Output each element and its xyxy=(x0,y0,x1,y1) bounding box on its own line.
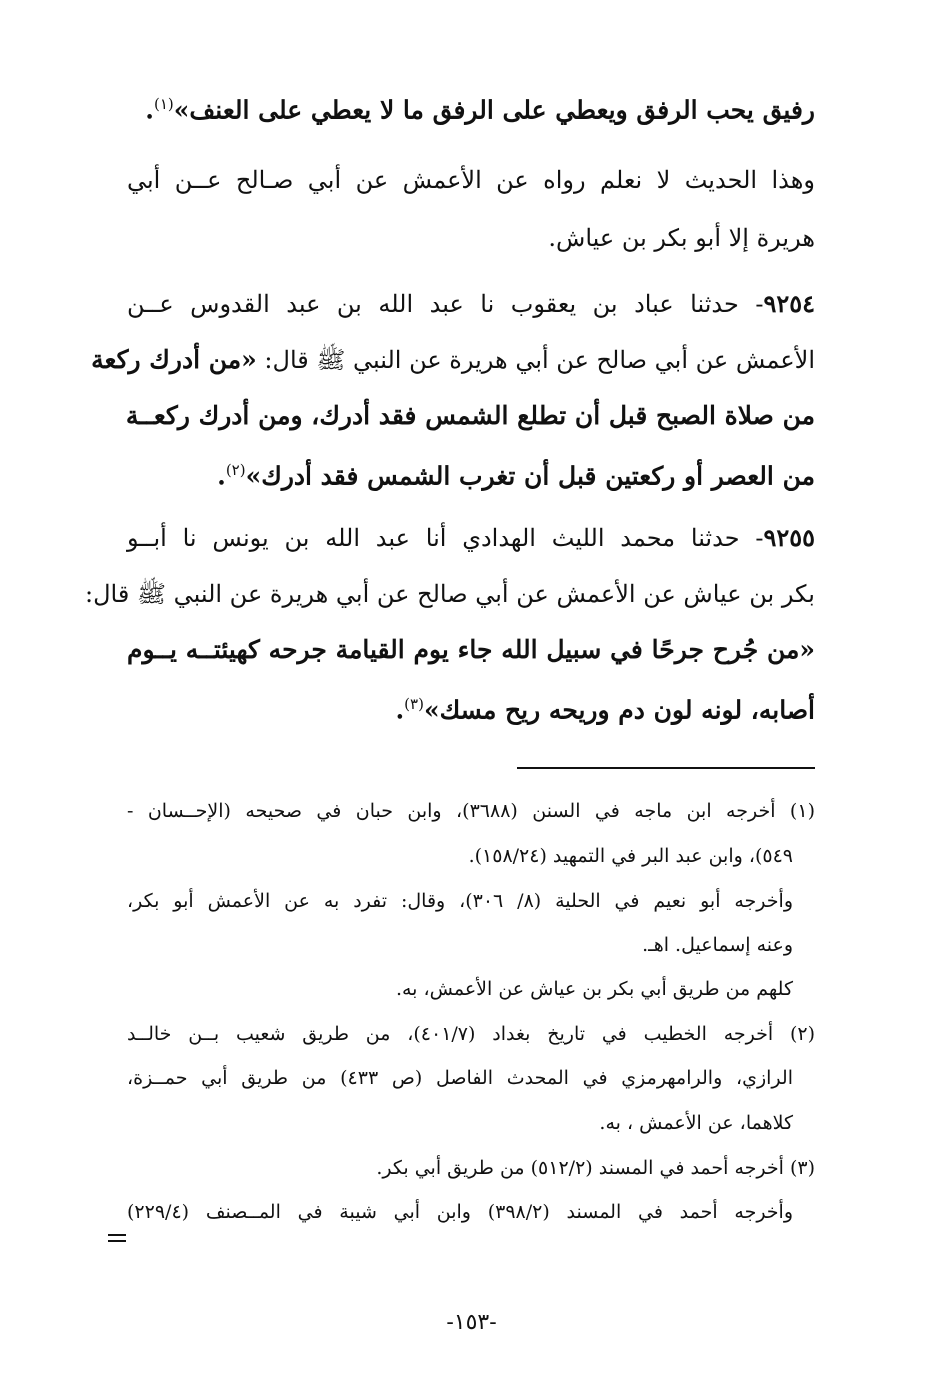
isnad-text: - حدثنا محمد الليث الهدادي أنا عبد الله بن يونس نا أبــو xyxy=(127,524,764,552)
isnad-text: - حدثنا عباد بن يعقوب نا عبد الله بن عبد القدوس عــن xyxy=(127,290,764,318)
matn-text-end: من العصر أو ركعتين قبل أن تغرب الشمس فقد أدرك» xyxy=(245,461,815,491)
footnote-1-line-5 xyxy=(127,972,793,1006)
hadith-9255-line-1 xyxy=(127,518,815,558)
footnote-text: ٥٤٩)، وابن عبد البر في التمهيد (١٥٨/٢٤). xyxy=(468,845,793,867)
body-line-3 xyxy=(127,218,815,258)
hadith-9254-line-2 xyxy=(91,340,815,380)
page-number: -١٥٣- xyxy=(446,1310,497,1335)
hadith-9255-line-3 xyxy=(127,630,815,670)
footnote-text: وعنه إسماعيل. اهـ. xyxy=(642,934,793,956)
footnote-2-line-1 xyxy=(127,1017,815,1051)
period: . xyxy=(145,95,154,125)
footnote-1-line-4 xyxy=(127,928,793,962)
matn-text: «من أدرك ركعة xyxy=(91,345,257,374)
footnote-text: الرازي، والرامهرمزي في المحدث الفاصل (ص ٤٣٣) من طريق أبي حمــزة، xyxy=(127,1067,793,1089)
footnote-text: وأخرجه أبو نعيم في الحلية (٨/ ٣٠٦)، وقال: تفرد به عن الأعمش أبو بكر، xyxy=(127,890,793,912)
hadith-number: ٩٢٥٤ xyxy=(763,289,815,318)
commentary-text-end: هريرة إلا أبو بكر بن عياش. xyxy=(548,224,815,252)
hadith-9254-line-4 xyxy=(127,450,815,490)
isnad-text: الأعمش عن أبي صالح عن أبي هريرة عن النبي ﷺ قال: xyxy=(256,346,815,374)
body-line-2 xyxy=(127,160,815,200)
footnote-marker-3: (٣) xyxy=(404,695,424,713)
footnote-3-line-2 xyxy=(127,1195,793,1229)
commentary-text: وهذا الحديث لا نعلم رواه عن الأعمش عن أبي صـالح عــن أبي xyxy=(127,166,815,194)
footnote-separator xyxy=(517,767,815,769)
hadith-9255-line-2 xyxy=(85,574,815,614)
footnote-text: (٢) أخرجه الخطيب في تاريخ بغداد (٤٠١/٧)، من طريق شعيب بــن خالــد xyxy=(127,1023,815,1045)
footnote-1-line-2 xyxy=(127,839,793,873)
matn-text: «من جُرح جرحًا في سبيل الله جاء يوم القيامة جرحه كهيئتــه يــوم xyxy=(127,635,815,664)
footnote-2-line-3 xyxy=(127,1106,793,1140)
footnote-2-line-2 xyxy=(127,1061,793,1095)
footnote-1-line-1 xyxy=(127,794,815,828)
footnote-text: (٣) أخرجه أحمد في المسند (٥١٢/٢) من طريق أبي بكر. xyxy=(376,1157,815,1179)
footnote-text: وأخرجه أحمد في المسند (٣٩٨/٢) وابن أبي شيبة في المــصنف (٢٢٩/٤) xyxy=(127,1201,794,1223)
period: . xyxy=(217,461,226,491)
body-line-1 xyxy=(127,84,815,124)
footnote-text: (١) أخرجه ابن ماجه في السنن (٣٦٨٨)، وابن حبان في صحيحه (الإحــسان - xyxy=(127,800,815,822)
matn-text: من صلاة الصبح قبل أن تطلع الشمس فقد أدرك، ومن أدرك ركعــة xyxy=(125,401,815,430)
continuation-mark xyxy=(108,1234,126,1242)
hadith-text-end: رفيق يحب الرفق ويعطي على الرفق ما لا يعطي على العنف» xyxy=(173,95,815,125)
hadith-9254-line-3 xyxy=(127,396,815,436)
footnote-marker-1: (١) xyxy=(154,95,174,113)
footnote-3-line-1 xyxy=(127,1151,815,1185)
footnote-text: كلهم من طريق أبي بكر بن عياش عن الأعمش، به. xyxy=(395,978,793,1000)
isnad-text: بكر بن عياش عن الأعمش عن أبي صالح عن أبي هريرة عن النبي ﷺ قال: xyxy=(85,580,815,608)
footnote-1-line-3 xyxy=(127,884,793,918)
footnote-text: كلاهما، عن الأعمش ، به. xyxy=(599,1112,793,1134)
footnote-marker-2: (٢) xyxy=(225,461,246,479)
matn-text-end: أصابه، لونه لون دم وريحه ريح مسك» xyxy=(423,695,815,725)
hadith-9255-line-4 xyxy=(127,684,815,724)
hadith-number: ٩٢٥٥ xyxy=(763,523,815,552)
period: . xyxy=(395,695,405,725)
hadith-9254-line-1 xyxy=(127,284,815,324)
